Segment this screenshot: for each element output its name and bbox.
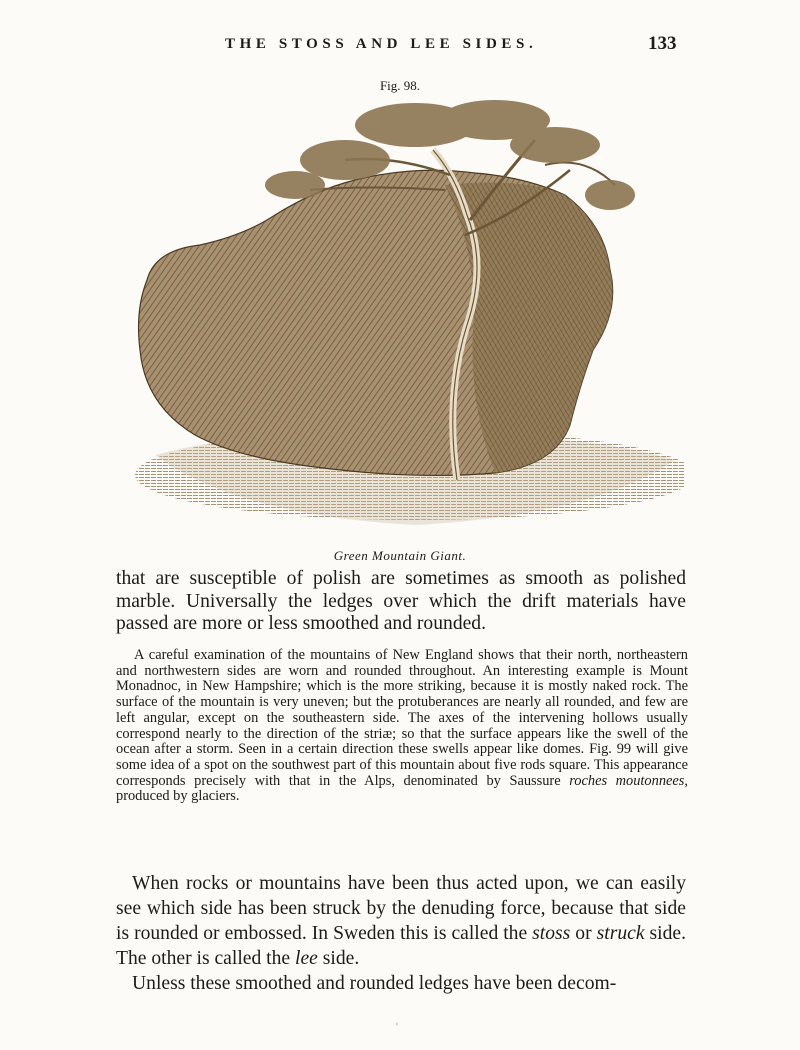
- stoss-term: stoss: [532, 923, 571, 944]
- end-text: side.: [322, 948, 360, 969]
- struck-term: struck: [596, 923, 645, 944]
- figure-caption: Green Mountain Giant.: [333, 548, 467, 563]
- page-mark: [396, 1023, 398, 1025]
- lead-paragraph: that are susceptible of polish are sometimes as smooth as polished marble. Universally the ledges over which the drift materials have passed are more or less smoothed and rounded.: [116, 568, 686, 634]
- italic-term: roches moutonnees,: [569, 772, 688, 789]
- running-header: [0, 30, 800, 60]
- boulder: [139, 170, 613, 475]
- running-title: THE STOSS AND LEE SIDES.: [225, 36, 538, 52]
- middle-text: side. The other is called the: [116, 923, 686, 969]
- boulder-illustration: [115, 95, 685, 545]
- lee-term: lee: [295, 948, 318, 969]
- last-line: Unless these smoothed and rounded ledges have been decom-: [132, 973, 617, 994]
- figure-label: Fig. 98.: [379, 78, 421, 93]
- stoss-text: When rocks or mountains have been thus acted upon, we can easily see which side has been struck by the denuding force, because that side is rounded or embossed. In Sweden this is called the: [116, 873, 686, 944]
- small-paragraph-end: produced by glaciers.: [116, 788, 240, 805]
- small-paragraph: [116, 648, 688, 805]
- stoss-paragraph: [116, 871, 686, 971]
- small-paragraph-text: A careful examination of the mountains of New England shows that their north, northeastern and northwestern sides are worn and rounded throughout. An interesting example is Mount Monadnoc, in New Hampshire; which is the more striking, because it is mostly naked rock. The surface of the mountain is very uneven; but the protuberances are nearly all rounded, and few are left angular, except on the southeastern side. The axes of the intervening hollows usually correspond nearly to the direction of the striæ; so that the surface appears like the swell of the ocean after a storm. Seen in a certain direction these swells appear like domes. Fig. 99 will give some idea of a spot on the southwest part of this mountain about five rods square. This appearance corresponds precisely with that in the Alps, denominated by Saussure: [116, 647, 688, 789]
- page-number: 133: [648, 33, 677, 54]
- figure-engraving: [115, 95, 685, 545]
- or-word: or: [575, 923, 592, 944]
